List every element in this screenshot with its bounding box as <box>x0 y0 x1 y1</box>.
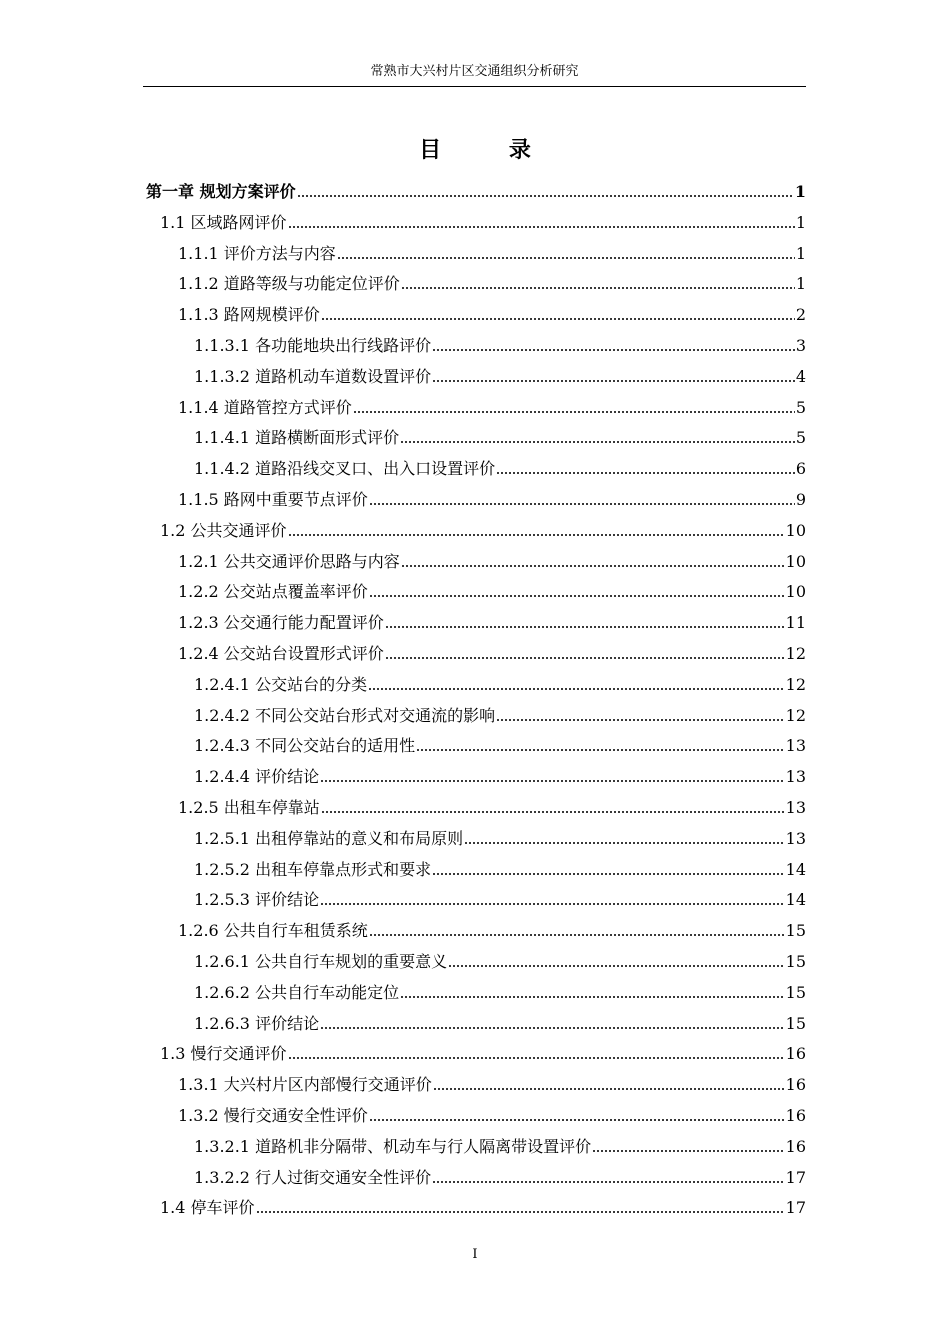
toc-entry[interactable] <box>146 179 806 203</box>
toc-entry-label: 1.2.5 出租车停靠站 <box>178 798 320 817</box>
toc-entry-page: 1 <box>794 182 806 201</box>
toc-dot-leader <box>592 1149 785 1153</box>
toc-entry-label: 1.2.4.2 不同公交站台形式对交通流的影响 <box>194 705 496 725</box>
toc-entry[interactable] <box>160 210 806 234</box>
toc-dot-leader <box>369 594 785 598</box>
toc-dot-leader <box>400 440 795 444</box>
toc-dot-leader <box>496 471 795 475</box>
toc-entry[interactable] <box>160 1195 806 1219</box>
toc-entry[interactable] <box>178 579 806 603</box>
toc-entry-page: 15 <box>785 982 806 1002</box>
toc-entry-label: 1.2.4.1 公交站台的分类 <box>194 674 368 694</box>
toc-entry-label: 1.2.6 公共自行车租赁系统 <box>178 921 368 941</box>
toc-entry[interactable] <box>160 1041 806 1065</box>
toc-dot-leader <box>321 810 785 814</box>
toc-dot-leader <box>416 748 785 752</box>
toc-entry-page: 12 <box>785 644 806 663</box>
toc-entry-label: 1.1.5 路网中重要节点评价 <box>178 490 368 509</box>
toc-dot-leader <box>321 317 795 321</box>
toc-entry[interactable] <box>178 641 806 665</box>
toc-dot-leader <box>368 687 785 691</box>
toc-entry[interactable] <box>194 887 806 911</box>
toc-entry-page: 16 <box>785 1075 806 1095</box>
toc-dot-leader <box>297 194 794 198</box>
toc-entry-page: 1 <box>795 243 806 263</box>
toc-entry-label: 1.3.2.1 道路机非分隔带、机动车与行人隔离带设置评价 <box>194 1136 592 1156</box>
running-header: 常熟市大兴村片区交通组织分析研究 <box>370 64 579 79</box>
toc-entry[interactable] <box>194 826 806 850</box>
toc-entry-page: 17 <box>785 1198 806 1218</box>
toc-dot-leader <box>288 1056 785 1060</box>
toc-entry-page: 4 <box>795 366 806 386</box>
toc-entry-label: 1.2.1 公共交通评价思路与内容 <box>178 551 400 571</box>
toc-entry-page: 14 <box>785 859 806 879</box>
toc-dot-leader <box>320 779 785 783</box>
toc-entry-page: 16 <box>785 1044 806 1064</box>
toc-entry[interactable] <box>194 1134 806 1158</box>
toc-entry-label: 1.2.5.3 评价结论 <box>194 890 320 910</box>
header-rule <box>143 86 806 87</box>
toc-entry-page: 1 <box>795 212 806 232</box>
toc-dot-leader <box>385 625 785 629</box>
toc-entry[interactable] <box>178 918 806 942</box>
toc-entry-label: 第一章 规划方案评价 <box>146 182 296 201</box>
toc-dot-leader <box>432 379 795 383</box>
toc-entry-label: 1.3.2.2 行人过街交通安全性评价 <box>194 1167 432 1187</box>
toc-entry[interactable] <box>194 703 806 727</box>
toc-entry[interactable] <box>194 1165 806 1189</box>
toc-dot-leader <box>369 933 785 937</box>
toc-entry[interactable] <box>178 487 806 511</box>
toc-dot-leader <box>353 410 795 414</box>
toc-entry[interactable] <box>194 764 806 788</box>
toc-entry-label: 1.3.1 大兴村片区内部慢行交通评价 <box>178 1075 432 1095</box>
toc-dot-leader <box>496 718 785 722</box>
toc-entry[interactable] <box>194 672 806 696</box>
toc-entry-label: 1.2.4.4 评价结论 <box>194 767 320 787</box>
toc-entry[interactable] <box>194 857 806 881</box>
toc-entry-page: 13 <box>785 767 806 787</box>
toc-entry-page: 13 <box>785 736 806 756</box>
toc-entry-page: 3 <box>795 336 806 355</box>
toc-entry-label: 1.3 慢行交通评价 <box>160 1044 287 1064</box>
toc-entry-label: 1.2.6.1 公共自行车规划的重要意义 <box>194 952 448 971</box>
toc-entry-label: 1.2.5.2 出租车停靠点形式和要求 <box>194 859 432 879</box>
toc-entry[interactable] <box>194 456 806 480</box>
toc-entry-page: 14 <box>785 890 806 910</box>
toc-entry[interactable] <box>178 271 806 295</box>
toc-entry-label: 1.2 公共交通评价 <box>160 520 287 540</box>
toc-dot-leader <box>369 502 795 506</box>
toc-entry[interactable] <box>178 1103 806 1127</box>
toc-dot-leader <box>432 1180 785 1184</box>
toc-entry-label: 1.4 停车评价 <box>160 1198 255 1218</box>
toc-entry[interactable] <box>194 733 806 757</box>
toc-dot-leader <box>385 656 785 660</box>
toc-entry-label: 1.1.3.1 各功能地块出行线路评价 <box>194 336 432 355</box>
toc-entry-page: 16 <box>785 1106 806 1125</box>
toc-entry-label: 1.2.6.3 评价结论 <box>194 1013 320 1033</box>
toc-entry-label: 1.1.3 路网规模评价 <box>178 305 320 325</box>
toc-entry[interactable] <box>194 949 806 973</box>
toc-title: 目 录 <box>419 137 561 163</box>
toc-dot-leader <box>432 348 795 352</box>
toc-entry-page: 10 <box>785 520 806 540</box>
toc-entry[interactable] <box>178 610 806 634</box>
toc-entry-page: 6 <box>795 459 806 479</box>
toc-dot-leader <box>433 1087 785 1091</box>
toc-entry-label: 1.2.5.1 出租停靠站的意义和布局原则 <box>194 828 464 848</box>
toc-entry-page: 17 <box>785 1167 806 1187</box>
toc-entry-label: 1.2.2 公交站点覆盖率评价 <box>178 582 368 602</box>
toc-entry-label: 1.1.3.2 道路机动车道数设置评价 <box>194 366 432 386</box>
toc-entry[interactable] <box>194 425 806 449</box>
toc-entry-label: 1.2.3 公交通行能力配置评价 <box>178 613 384 633</box>
toc-entry-label: 1.1.4.2 道路沿线交叉口、出入口设置评价 <box>194 459 496 479</box>
toc-dot-leader <box>401 564 785 568</box>
toc-entry-page: 15 <box>785 921 806 941</box>
toc-entry[interactable] <box>178 302 806 326</box>
toc-dot-leader <box>401 286 795 290</box>
toc-dot-leader <box>400 995 785 999</box>
toc-entry[interactable] <box>194 364 806 388</box>
toc-dot-leader <box>288 225 795 229</box>
toc-dot-leader <box>369 1118 785 1122</box>
toc-entry[interactable] <box>194 1011 806 1035</box>
toc-entry-label: 1.1 区域路网评价 <box>160 212 287 232</box>
toc-entry-page: 5 <box>795 397 806 417</box>
toc-dot-leader <box>256 1210 785 1214</box>
toc-entry-page: 15 <box>785 1013 806 1033</box>
toc-entry-page: 1 <box>795 274 806 294</box>
toc-entry-label: 1.3.2 慢行交通安全性评价 <box>178 1106 368 1125</box>
toc-entry[interactable] <box>178 241 806 265</box>
toc-entry-label: 1.2.6.2 公共自行车动能定位 <box>194 982 400 1002</box>
toc-entry-page: 16 <box>785 1136 806 1156</box>
toc-entry-page: 11 <box>785 613 806 633</box>
toc-entry-page: 5 <box>795 428 806 448</box>
toc-entry-page: 2 <box>795 305 806 325</box>
toc-entry-page: 12 <box>785 705 806 725</box>
toc-entry[interactable] <box>178 795 806 819</box>
toc-entry-page: 13 <box>785 828 806 848</box>
toc-entry-page: 10 <box>785 551 806 571</box>
toc-entry-label: 1.2.4 公交站台设置形式评价 <box>178 644 384 663</box>
toc-entry-page: 10 <box>785 582 806 602</box>
toc-entry[interactable] <box>160 518 806 542</box>
toc-dot-leader <box>464 841 785 845</box>
toc-dot-leader <box>320 1026 785 1030</box>
toc-dot-leader <box>448 964 785 968</box>
toc-entry-label: 1.2.4.3 不同公交站台的适用性 <box>194 736 416 756</box>
toc-dot-leader <box>320 902 785 906</box>
page-number: I <box>472 1247 478 1262</box>
toc-entry-label: 1.1.2 道路等级与功能定位评价 <box>178 274 400 294</box>
toc-entry[interactable] <box>178 549 806 573</box>
toc-entry[interactable] <box>178 395 806 419</box>
toc-entry-label: 1.1.1 评价方法与内容 <box>178 243 336 263</box>
toc-entry-page: 9 <box>795 490 806 509</box>
toc-dot-leader <box>432 872 785 876</box>
toc-entry-label: 1.1.4 道路管控方式评价 <box>178 397 352 417</box>
toc-entry-page: 13 <box>785 798 806 817</box>
toc-entry-page: 12 <box>785 674 806 694</box>
toc-dot-leader <box>337 256 795 260</box>
toc-entry[interactable] <box>178 1072 806 1096</box>
toc-entry[interactable] <box>194 333 806 357</box>
toc-dot-leader <box>288 533 785 537</box>
toc-entry-page: 15 <box>785 952 806 971</box>
toc-entry[interactable] <box>194 980 806 1004</box>
toc-entry-label: 1.1.4.1 道路横断面形式评价 <box>194 428 400 448</box>
